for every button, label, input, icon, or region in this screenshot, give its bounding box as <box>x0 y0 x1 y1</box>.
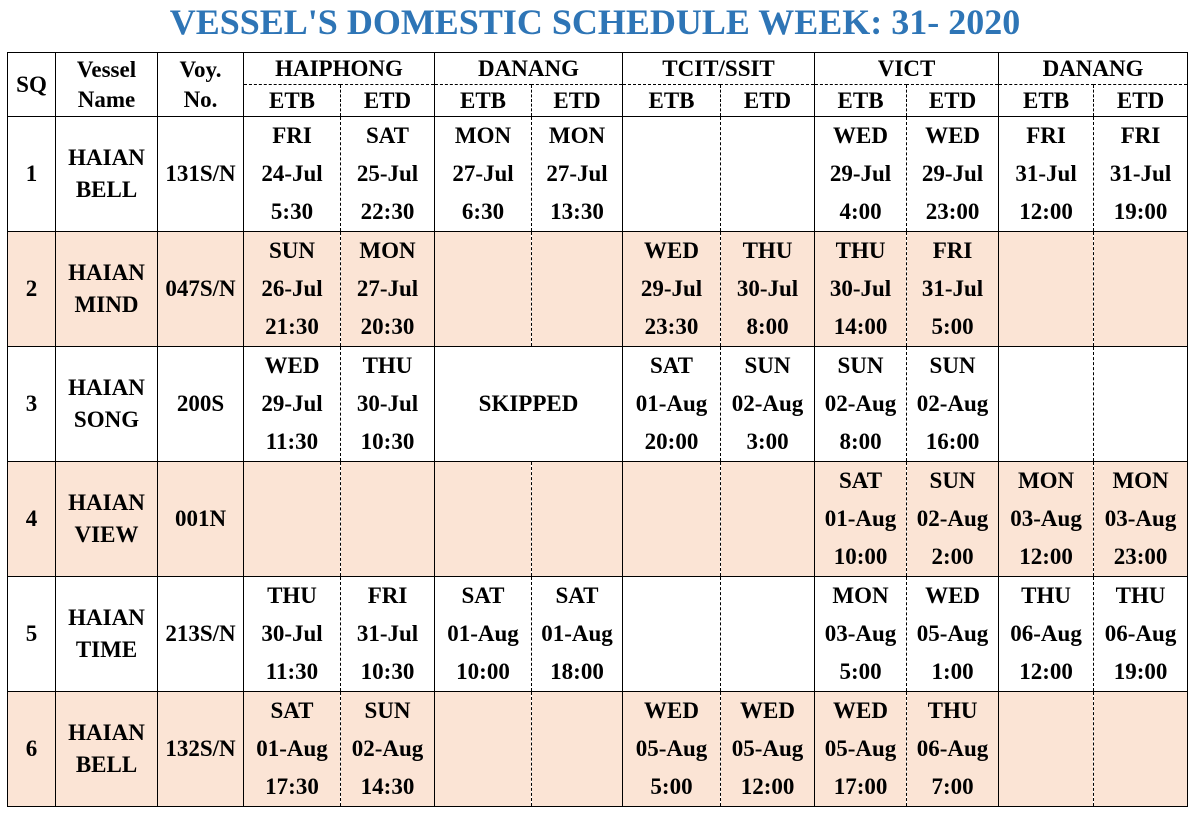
cell-time: 14:00 <box>833 314 888 339</box>
schedule-cell <box>244 462 341 577</box>
schedule-cell <box>999 462 1094 577</box>
vessel-name <box>56 232 158 347</box>
cell-date: 05-Aug <box>635 736 708 761</box>
header-voy-no <box>158 53 244 117</box>
cell-date: 27-Jul <box>546 161 608 186</box>
cell-time: 19:00 <box>1113 199 1168 224</box>
cell-time: 8:00 <box>839 429 882 454</box>
cell-time: 17:30 <box>265 774 319 799</box>
cell-day: FRI <box>1026 123 1066 148</box>
cell-time: 16:00 <box>925 429 980 454</box>
schedule-cell <box>435 232 532 347</box>
cell-date: 27-Jul <box>356 276 419 301</box>
schedule-cell <box>1094 577 1188 692</box>
voyage-number: 001N <box>158 462 244 577</box>
cell-date: 31-Jul <box>921 276 984 301</box>
schedule-cell <box>532 692 623 807</box>
header-etd: ETD <box>721 85 815 117</box>
cell-time: 23:00 <box>1113 544 1168 569</box>
header-etd: ETD <box>532 85 623 117</box>
header-etd: ETD <box>1094 85 1188 117</box>
schedule-cell <box>341 577 435 692</box>
schedule-cell <box>907 577 999 692</box>
schedule-cell <box>999 577 1094 692</box>
cell-date: 03-Aug <box>1104 506 1177 531</box>
schedule-cell <box>721 232 815 347</box>
schedule-cell <box>815 692 907 807</box>
vessel-name <box>56 117 158 232</box>
cell-day: SUN <box>929 468 976 493</box>
cell-day: WED <box>925 123 981 148</box>
table-row <box>8 462 1188 577</box>
vessel-name <box>56 577 158 692</box>
cell-date: 01-Aug <box>447 621 519 646</box>
header-vessel-name <box>56 53 158 117</box>
schedule-cell <box>623 577 721 692</box>
page-title: VESSEL'S DOMESTIC SCHEDULE WEEK: 31- 2020 <box>169 2 1021 42</box>
cell-time: 14:30 <box>360 774 415 799</box>
schedule-cell <box>1094 347 1188 462</box>
schedule-cell <box>623 347 721 462</box>
row-sq: 4 <box>8 462 56 577</box>
cell-day: SUN <box>744 353 791 378</box>
vessel-name-line: HAIAN <box>68 375 145 400</box>
schedule-cell <box>341 462 435 577</box>
cell-time: 5:00 <box>839 659 882 684</box>
cell-time: 12:00 <box>1019 199 1073 224</box>
cell-date: 30-Jul <box>829 276 892 301</box>
schedule-cell <box>1094 462 1188 577</box>
cell-date: 02-Aug <box>916 391 989 416</box>
cell-time: 19:00 <box>1113 659 1168 684</box>
schedule-cell <box>815 347 907 462</box>
header-vessel-line2: Name <box>77 86 136 112</box>
cell-time: 18:00 <box>550 659 604 684</box>
header-sq: SQ <box>8 53 56 117</box>
cell-date: 29-Jul <box>829 161 892 186</box>
vessel-name-line: HAIAN <box>68 490 145 515</box>
cell-time: 11:30 <box>265 659 319 684</box>
cell-date: 26-Jul <box>261 276 323 301</box>
schedule-cell <box>532 577 623 692</box>
vessel-name-line: BELL <box>75 177 138 202</box>
cell-day: SAT <box>555 583 599 608</box>
schedule-cell <box>1094 692 1188 807</box>
vessel-name <box>56 462 158 577</box>
header-etb: ETB <box>815 85 907 117</box>
table-row <box>8 692 1188 807</box>
table-body <box>8 117 1188 807</box>
vessel-name-line: VIEW <box>74 522 139 547</box>
schedule-cell <box>341 232 435 347</box>
vessel-name <box>56 347 158 462</box>
cell-time: 10:00 <box>833 544 888 569</box>
schedule-cell <box>244 232 341 347</box>
row-sq: 3 <box>8 347 56 462</box>
cell-time: 20:30 <box>360 314 415 339</box>
cell-day: WED <box>644 698 699 723</box>
cell-day: THU <box>1115 583 1166 608</box>
cell-date: 01-Aug <box>824 506 897 531</box>
cell-time: 4:00 <box>839 199 882 224</box>
cell-time: 7:00 <box>931 774 974 799</box>
cell-date: 01-Aug <box>541 621 613 646</box>
table-row <box>8 347 1188 462</box>
cell-date: 27-Jul <box>452 161 514 186</box>
table-row <box>8 577 1188 692</box>
cell-date: 24-Jul <box>261 161 323 186</box>
cell-day: WED <box>833 698 888 723</box>
cell-day: SAT <box>461 583 505 608</box>
schedule-cell <box>721 462 815 577</box>
cell-date: 31-Jul <box>356 621 419 646</box>
voyage-number: 200S <box>158 347 244 462</box>
cell-date: 03-Aug <box>1010 506 1082 531</box>
schedule-cell <box>341 117 435 232</box>
vessel-name-line: HAIAN <box>68 605 145 630</box>
cell-day: SAT <box>365 123 410 148</box>
cell-time: 17:00 <box>833 774 888 799</box>
schedule-cell <box>244 347 341 462</box>
header-etb: ETB <box>435 85 532 117</box>
port-header-tcit-ssit: TCIT/SSIT <box>623 53 815 85</box>
cell-time: 6:30 <box>461 199 505 224</box>
cell-date: 29-Jul <box>640 276 703 301</box>
schedule-cell <box>244 117 341 232</box>
schedule-cell <box>623 692 721 807</box>
cell-day: SUN <box>837 353 884 378</box>
vessel-name-line: HAIAN <box>68 145 145 170</box>
row-sq: 6 <box>8 692 56 807</box>
table-row <box>8 117 1188 232</box>
cell-time: 5:00 <box>931 314 974 339</box>
cell-day: WED <box>644 238 699 263</box>
cell-time: 10:30 <box>360 659 415 684</box>
cell-day: WED <box>740 698 795 723</box>
schedule-cell <box>907 462 999 577</box>
port-header-haiphong: HAIPHONG <box>244 53 435 85</box>
cell-day: SUN <box>364 698 411 723</box>
schedule-cell <box>907 232 999 347</box>
schedule-cell <box>1094 117 1188 232</box>
cell-day: MON <box>454 123 512 148</box>
cell-day: SUN <box>929 353 976 378</box>
cell-day: MON <box>359 238 416 263</box>
cell-day: SUN <box>268 238 315 263</box>
cell-day: THU <box>1021 583 1071 608</box>
cell-time: 13:30 <box>550 199 604 224</box>
schedule-cell <box>341 347 435 462</box>
cell-time: 11:30 <box>265 429 319 454</box>
schedule-cell <box>623 117 721 232</box>
cell-date: 02-Aug <box>916 506 989 531</box>
cell-date: 06-Aug <box>916 736 989 761</box>
cell-day: FRI <box>932 238 973 263</box>
cell-time: 12:00 <box>1019 544 1073 569</box>
table-row <box>8 232 1188 347</box>
cell-date: 06-Aug <box>1104 621 1177 646</box>
table-header <box>8 53 1188 117</box>
port-header-danang-2: DANANG <box>999 53 1188 85</box>
cell-time: 12:00 <box>740 774 795 799</box>
vessel-name-line: SONG <box>73 407 140 432</box>
row-sq: 5 <box>8 577 56 692</box>
header-etd: ETD <box>907 85 999 117</box>
cell-day: MON <box>1112 468 1169 493</box>
cell-time: 8:00 <box>746 314 789 339</box>
cell-time: 23:30 <box>644 314 699 339</box>
cell-date: 29-Jul <box>261 391 323 416</box>
schedule-table <box>7 52 1188 807</box>
header-etb: ETB <box>244 85 341 117</box>
cell-time: 5:30 <box>270 199 314 224</box>
header-vessel-line1: Vessel <box>76 56 137 82</box>
voyage-number: 213S/N <box>158 577 244 692</box>
cell-day: FRI <box>367 583 408 608</box>
schedule-cell <box>999 232 1094 347</box>
cell-date: 05-Aug <box>824 736 897 761</box>
cell-date: 30-Jul <box>261 621 323 646</box>
cell-time: 20:00 <box>644 429 699 454</box>
vessel-name-line: MIND <box>74 292 139 317</box>
cell-date: 31-Jul <box>1015 161 1077 186</box>
row-sq: 2 <box>8 232 56 347</box>
vessel-name-line: BELL <box>75 752 138 777</box>
schedule-cell <box>435 692 532 807</box>
schedule-cell <box>815 577 907 692</box>
cell-day: WED <box>264 353 320 378</box>
port-header-vict: VICT <box>815 53 999 85</box>
cell-time: 1:00 <box>931 659 974 684</box>
cell-day: SAT <box>270 698 314 723</box>
schedule-cell <box>907 117 999 232</box>
cell-date: 02-Aug <box>731 391 804 416</box>
schedule-cell <box>907 692 999 807</box>
schedule-cell <box>907 347 999 462</box>
schedule-cell <box>1094 232 1188 347</box>
cell-day: MON <box>832 583 889 608</box>
header-voy-line1: Voy. <box>179 56 222 82</box>
cell-day: WED <box>925 583 981 608</box>
cell-date: 30-Jul <box>736 276 799 301</box>
schedule-cell <box>721 577 815 692</box>
schedule-cell <box>532 232 623 347</box>
cell-day: THU <box>927 698 978 723</box>
vessel-name-line: TIME <box>75 637 138 662</box>
cell-date: 06-Aug <box>1010 621 1082 646</box>
cell-time: 12:00 <box>1019 659 1073 684</box>
cell-day: THU <box>835 238 886 263</box>
schedule-cell <box>435 577 532 692</box>
cell-time: 23:00 <box>925 199 980 224</box>
schedule-cell <box>532 462 623 577</box>
cell-date: 02-Aug <box>351 736 424 761</box>
cell-date: 03-Aug <box>824 621 897 646</box>
cell-time: 10:30 <box>360 429 415 454</box>
cell-date: 25-Jul <box>356 161 419 186</box>
cell-time: 21:30 <box>265 314 319 339</box>
vessel-name-line: HAIAN <box>68 720 145 745</box>
cell-day: FRI <box>1120 123 1161 148</box>
cell-date: 01-Aug <box>256 736 328 761</box>
schedule-cell <box>623 232 721 347</box>
schedule-cell <box>435 117 532 232</box>
schedule-cell <box>721 347 815 462</box>
cell-date: 05-Aug <box>731 736 804 761</box>
cell-date: 30-Jul <box>356 391 419 416</box>
cell-day: SAT <box>649 353 694 378</box>
schedule-cell <box>623 462 721 577</box>
cell-time: 5:00 <box>650 774 693 799</box>
cell-day: THU <box>267 583 317 608</box>
schedule-cell <box>815 232 907 347</box>
cell-time: 22:30 <box>360 199 415 224</box>
cell-day: THU <box>362 353 413 378</box>
schedule-cell <box>721 692 815 807</box>
cell-time: 2:00 <box>931 544 974 569</box>
schedule-cell <box>999 692 1094 807</box>
cell-day: MON <box>1017 468 1075 493</box>
cell-day: SAT <box>839 468 883 493</box>
schedule-cell <box>435 462 532 577</box>
schedule-cell <box>999 347 1094 462</box>
header-etd: ETD <box>341 85 435 117</box>
schedule-cell <box>244 692 341 807</box>
header-etb: ETB <box>623 85 721 117</box>
port-header-danang-1: DANANG <box>435 53 623 85</box>
cell-date: 31-Jul <box>1109 161 1172 186</box>
header-voy-line2: No. <box>183 86 218 112</box>
vessel-name-line: HAIAN <box>68 260 145 285</box>
cell-time: 10:00 <box>456 659 510 684</box>
voyage-number: 132S/N <box>158 692 244 807</box>
cell-date: 05-Aug <box>916 621 989 646</box>
cell-date: 29-Jul <box>921 161 984 186</box>
row-sq: 1 <box>8 117 56 232</box>
schedule-cell <box>532 117 623 232</box>
skipped-cell: SKIPPED <box>435 347 623 462</box>
schedule-cell <box>815 117 907 232</box>
cell-day: THU <box>742 238 793 263</box>
schedule-cell <box>341 692 435 807</box>
schedule-cell <box>721 117 815 232</box>
cell-time: 3:00 <box>746 429 789 454</box>
cell-day: WED <box>833 123 888 148</box>
header-etb: ETB <box>999 85 1094 117</box>
cell-day: MON <box>548 123 606 148</box>
cell-day: FRI <box>272 123 312 148</box>
cell-date: 02-Aug <box>824 391 897 416</box>
schedule-cell <box>244 577 341 692</box>
vessel-name <box>56 692 158 807</box>
schedule-cell <box>815 462 907 577</box>
schedule-cell <box>999 117 1094 232</box>
voyage-number: 047S/N <box>158 232 244 347</box>
voyage-number: 131S/N <box>158 117 244 232</box>
cell-date: 01-Aug <box>635 391 708 416</box>
